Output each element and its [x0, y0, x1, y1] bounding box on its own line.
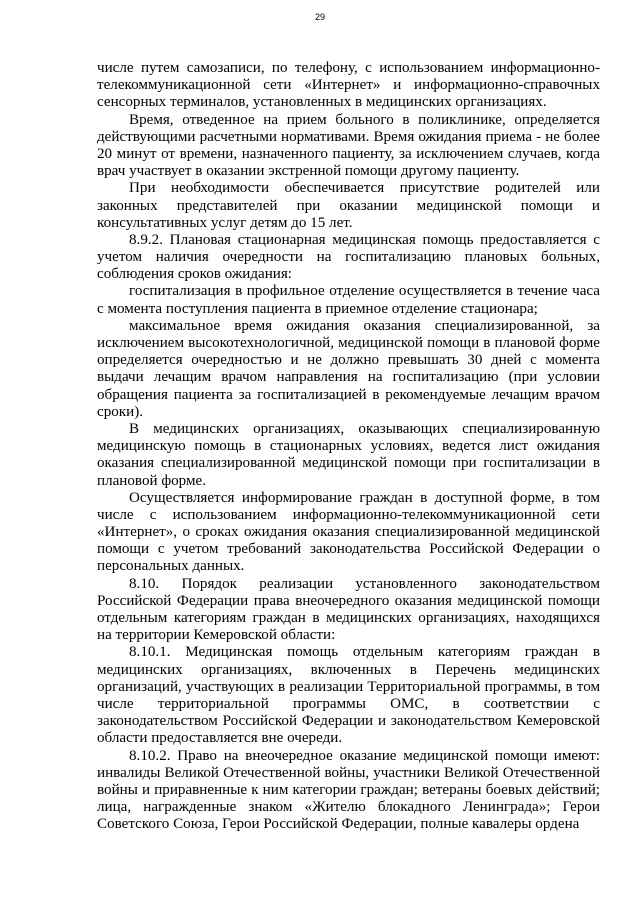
page-body [97, 60, 600, 833]
page-number: 29 [314, 12, 325, 22]
paragraph: 8.10.2. Право на внеочередное оказание медицинской помощи имеют: инвалиды Великой Отечественной войны, участники Великой Отечественной войны и приравненные к ним категории граждан; ветераны боевых действий; лица, награжденные знаком «Жителю блокадного Ленинграда»; Герои Советского Союза, Герои Российской Федерации, полные кавалеры ордена [97, 747, 600, 833]
paragraph: 8.10.1. Медицинская помощь отдельным категориям граждан в медицинских организациях, включенных в Перечень медицинских организаций, участвующих в реализации Территориальной программы, в том числе территориальной программы ОМС, в соответствии с законодательством Российской Федерации и законодательством Кемеровской области предоставляется вне очереди. [97, 644, 600, 747]
paragraph: Время, отведенное на прием больного в поликлинике, определяется действующими расчетными нормативами. Время ожидания приема - не более 20 минут от времени, назначенного пациенту, за исключением случаев, когда врач участвует в оказании экстренной помощи другому пациенту. [97, 111, 600, 180]
paragraph: Осуществляется информирование граждан в доступной форме, в том числе с использованием информационно-телекоммуникационной сети «Интернет», о сроках ожидания оказания специализированной медицинской помощи с учетом требований законодательства Российской Федерации о персональных данных. [97, 489, 600, 575]
paragraph: 8.9.2. Плановая стационарная медицинская помощь предоставляется с учетом наличия очередности на госпитализацию плановых больных, соблюдения сроков ожидания: [97, 231, 600, 283]
paragraph: максимальное время ожидания оказания специализированной, за исключением высокотехнологичной, медицинской помощи в плановой форме определяется очередностью и не должно превышать 30 дней с момента выдачи лечащим врачом направления на госпитализацию (при условии обращения пациента за госпитализацией в рекомендуемые лечащим врачом сроки). [97, 317, 600, 420]
paragraph: госпитализация в профильное отделение осуществляется в течение часа с момента поступления пациента в приемное отделение стационара; [97, 283, 600, 317]
paragraph: При необходимости обеспечивается присутствие родителей или законных представителей при оказании медицинской помощи и консультативных услуг детям до 15 лет. [97, 180, 600, 231]
paragraph: 8.10. Порядок реализации установленного законодательством Российской Федерации права внеочередного оказания медицинской помощи отдельным категориям граждан в медицинских организациях, находящихся на территории Кемеровской области: [97, 575, 600, 644]
paragraph: В медицинских организациях, оказывающих специализированную медицинскую помощь в стационарных условиях, ведется лист ожидания оказания специализированной медицинской помощи при госпитализации в плановой форме. [97, 420, 600, 489]
paragraph: числе путем самозаписи, по телефону, с использованием информационно-телекоммуникационной сети «Интернет» и информационно-справочных сенсорных терминалов, установленных в медицинских организациях. [97, 60, 600, 111]
